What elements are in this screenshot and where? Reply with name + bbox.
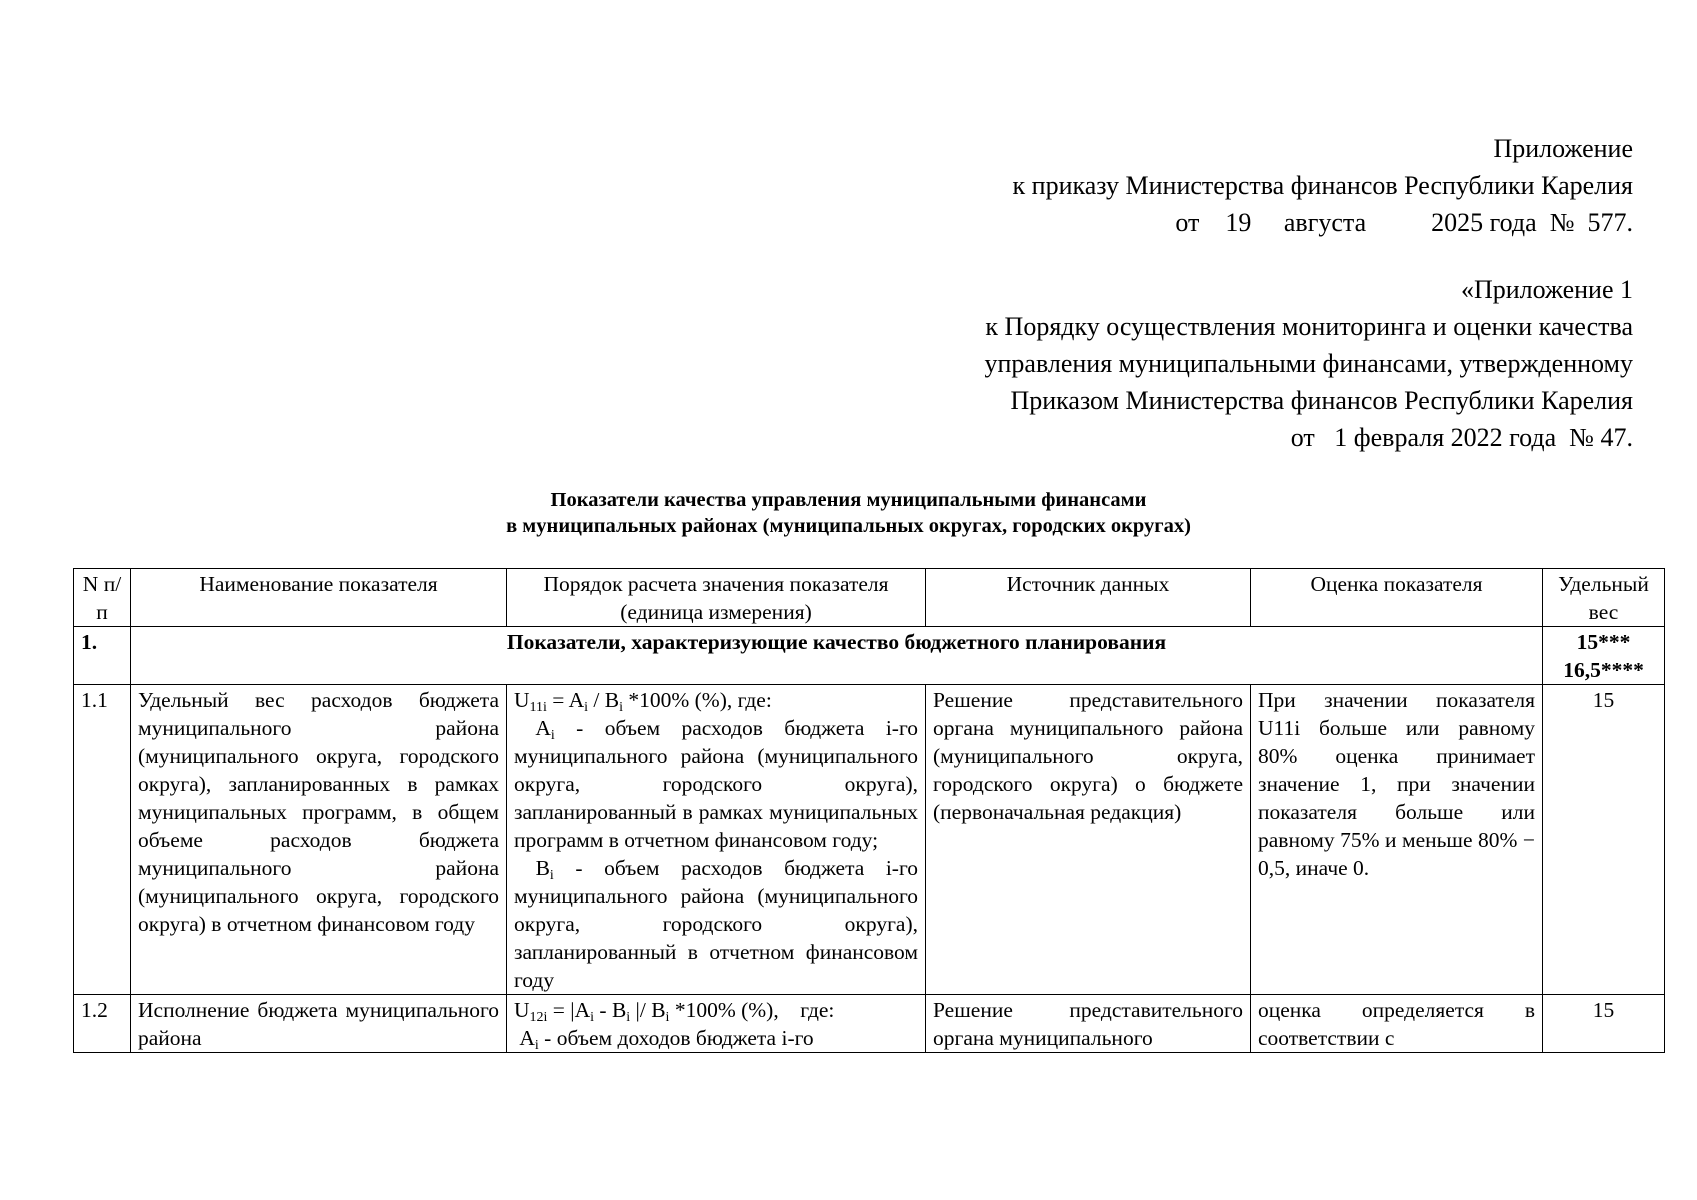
order-appendix-header xyxy=(984,271,1633,456)
section-title: Показатели, характеризующие качество бюджетного планирования xyxy=(131,627,1543,685)
row-num: 1.2 xyxy=(74,995,131,1053)
row-source: Решение представительного органа муниципального района (муниципального округа, городского округа) о бюджете (первоначальная редакция) xyxy=(926,685,1251,995)
appendix-date-line xyxy=(1013,204,1633,241)
row-name: Удельный вес расходов бюджета муниципального района (муниципального округа, городского округа), запланированных в рамках муниципальных программ, в общем объеме расходов бюджета муниципального района (муниципального округа, городского округа) в отчетном финансовом году xyxy=(131,685,507,995)
appendix-line: Приложение xyxy=(1493,134,1633,163)
header-source: Источник данных xyxy=(926,569,1251,627)
row-calc xyxy=(507,685,926,995)
row-name: Исполнение бюджета муниципального района xyxy=(131,995,507,1053)
row-eval: При значении показателя U11i больше или равному 80% оценка принимает значение 1, при значении показателя больше или равному 75% и меньше 80% − 0,5, иначе 0. xyxy=(1251,685,1543,995)
appendix-header xyxy=(1013,130,1633,241)
order-appendix-line: управления муниципальными финансами, утвержденному xyxy=(984,349,1633,378)
header-weight: Удельный вес xyxy=(1543,569,1665,627)
row-source: Решение представительного органа муниципального xyxy=(926,995,1251,1053)
section-weight-2: 16,5**** xyxy=(1563,658,1644,682)
date-day: 19 xyxy=(1225,208,1252,237)
order-appendix-line: Приказом Министерства финансов Республики Карелия xyxy=(1010,386,1633,415)
row-calc xyxy=(507,995,926,1053)
header-eval: Оценка показателя xyxy=(1251,569,1543,627)
order-appendix-line: от 1 февраля 2022 года № 47. xyxy=(1290,423,1633,452)
title-line: Показатели качества управления муниципальными финансами xyxy=(550,489,1147,511)
section-row xyxy=(74,627,1665,685)
order-appendix-line: «Приложение 1 xyxy=(1460,275,1633,304)
document-title xyxy=(0,487,1697,539)
section-weight-1: 15*** xyxy=(1576,630,1631,654)
formula-a-definition: $A_i$ - объем расходов бюджета i-го муниципального района (муниципального округа, городского округа), запланированный в рамках муниципальных программ в отчетном финансовом году; xyxy=(514,716,918,852)
title-line: в муниципальных районах (муниципальных округах, городских округах) xyxy=(506,515,1191,537)
formula: $U_{11i} = A_i / B_i$ *100% (%), где: xyxy=(514,688,772,715)
header-num: N п/п xyxy=(74,569,131,627)
formula-a-definition: $A_i$ - объем доходов бюджета i-го xyxy=(519,1026,814,1053)
section-weight xyxy=(1543,627,1665,685)
row-weight: 15 xyxy=(1543,995,1665,1053)
appendix-line: к приказу Министерства финансов Республики Карелия xyxy=(1012,171,1633,200)
order-number: 577. xyxy=(1587,208,1633,237)
header-calc: Порядок расчета значения показателя (единица измерения) xyxy=(507,569,926,627)
number-sign: № xyxy=(1549,208,1575,237)
table-row xyxy=(74,995,1665,1053)
date-from: от xyxy=(1175,208,1200,237)
section-num: 1. xyxy=(74,627,131,685)
date-year: 2025 года xyxy=(1431,208,1537,237)
row-eval: оценка определяется в соответствии с xyxy=(1251,995,1543,1053)
indicators-table xyxy=(73,568,1665,1053)
table-header-row xyxy=(74,569,1665,627)
table-row xyxy=(74,685,1665,995)
header-name: Наименование показателя xyxy=(131,569,507,627)
formula-b-definition: $B_i$ - объем расходов бюджета i-го муниципального района (муниципального округа, городского округа), запланированный в отчетном финансовом году xyxy=(514,856,919,992)
formula: $U_{12i} = |A_i - B_i$ |/ $B_i$ *100% (%), где: xyxy=(514,998,835,1025)
row-num: 1.1 xyxy=(74,685,131,995)
order-appendix-line: к Порядку осуществления мониторинга и оценки качества xyxy=(985,312,1633,341)
row-weight: 15 xyxy=(1543,685,1665,995)
date-month: августа xyxy=(1283,208,1367,237)
